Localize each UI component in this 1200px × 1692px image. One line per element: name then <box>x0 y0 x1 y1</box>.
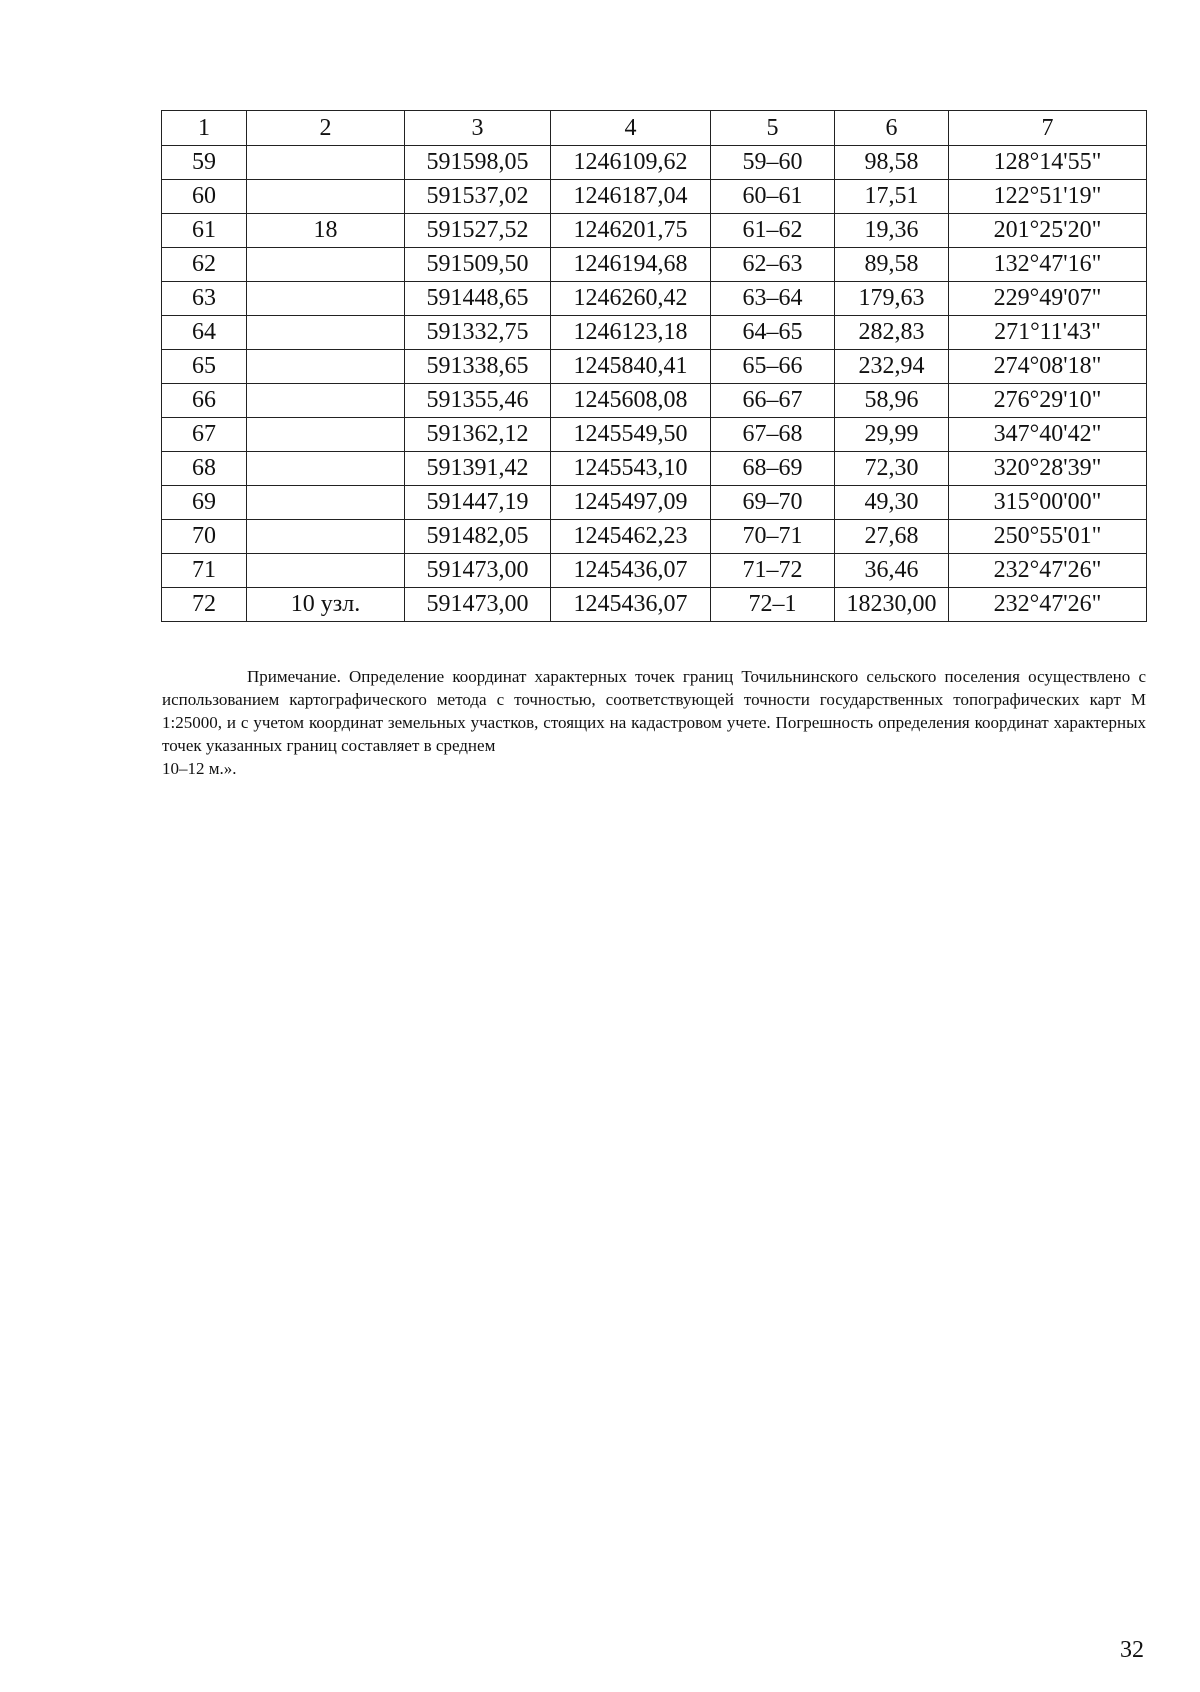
header-cell: 4 <box>551 111 711 146</box>
table-cell: 69 <box>162 486 247 520</box>
table-cell: 1246123,18 <box>551 316 711 350</box>
table-cell: 64–65 <box>711 316 835 350</box>
table-cell: 66 <box>162 384 247 418</box>
table-cell: 61 <box>162 214 247 248</box>
header-cell: 6 <box>835 111 949 146</box>
table-cell: 122°51'19" <box>949 180 1147 214</box>
table-row <box>162 520 1147 554</box>
table-cell: 1245436,07 <box>551 588 711 622</box>
table-cell: 60 <box>162 180 247 214</box>
table-cell: 68–69 <box>711 452 835 486</box>
table-cell: 276°29'10" <box>949 384 1147 418</box>
table-cell: 271°11'43" <box>949 316 1147 350</box>
table-cell: 70 <box>162 520 247 554</box>
header-cell: 5 <box>711 111 835 146</box>
table-cell: 1246194,68 <box>551 248 711 282</box>
table-row <box>162 384 1147 418</box>
table-cell: 591448,65 <box>405 282 551 316</box>
table-cell: 1245436,07 <box>551 554 711 588</box>
table-cell: 72–1 <box>711 588 835 622</box>
table-cell: 18 <box>247 214 405 248</box>
header-cell: 1 <box>162 111 247 146</box>
table-cell: 72,30 <box>835 452 949 486</box>
table-row <box>162 350 1147 384</box>
table-cell: 232,94 <box>835 350 949 384</box>
table-cell: 36,46 <box>835 554 949 588</box>
table-cell: 1245543,10 <box>551 452 711 486</box>
table-cell: 1246260,42 <box>551 282 711 316</box>
table-cell: 591509,50 <box>405 248 551 282</box>
table-row <box>162 316 1147 350</box>
table-cell: 62–63 <box>711 248 835 282</box>
table-cell <box>247 146 405 180</box>
table-cell: 591391,42 <box>405 452 551 486</box>
table-cell <box>247 384 405 418</box>
table-cell: 10 узл. <box>247 588 405 622</box>
table-cell: 59 <box>162 146 247 180</box>
table-row <box>162 452 1147 486</box>
table-row <box>162 214 1147 248</box>
table-cell: 72 <box>162 588 247 622</box>
table-cell: 18230,00 <box>835 588 949 622</box>
table-cell: 591527,52 <box>405 214 551 248</box>
table-cell: 591473,00 <box>405 588 551 622</box>
table-row <box>162 588 1147 622</box>
table-cell: 232°47'26" <box>949 554 1147 588</box>
table-cell: 201°25'20" <box>949 214 1147 248</box>
table-cell <box>247 554 405 588</box>
table-cell: 62 <box>162 248 247 282</box>
table-cell: 591482,05 <box>405 520 551 554</box>
table-row <box>162 486 1147 520</box>
table-cell: 69–70 <box>711 486 835 520</box>
table-row <box>162 282 1147 316</box>
header-cell: 3 <box>405 111 551 146</box>
table-body <box>162 111 1147 622</box>
table-row <box>162 180 1147 214</box>
table-cell: 1245462,23 <box>551 520 711 554</box>
table-row <box>162 418 1147 452</box>
table-cell: 591332,75 <box>405 316 551 350</box>
header-cell: 7 <box>949 111 1147 146</box>
table-cell: 591362,12 <box>405 418 551 452</box>
table-row <box>162 248 1147 282</box>
table-cell: 63 <box>162 282 247 316</box>
table-cell: 63–64 <box>711 282 835 316</box>
table-cell: 68 <box>162 452 247 486</box>
table-note-end: 10–12 м.». <box>162 759 237 778</box>
table-cell: 591355,46 <box>405 384 551 418</box>
table-cell: 27,68 <box>835 520 949 554</box>
table-cell: 1245549,50 <box>551 418 711 452</box>
table-cell: 70–71 <box>711 520 835 554</box>
table-cell: 29,99 <box>835 418 949 452</box>
table-cell: 67–68 <box>711 418 835 452</box>
table-note: Примечание. Определение координат характерных точек границ Точильнинского сельского поселения осуществлено с использованием картографического метода с точностью, соответствующей точности государственных топографических карт М 1:25000, и с учетом координат земельных участков, стоящих на кадастровом учете. Погрешность определения координат характерных точек указанных границ составляет в среднем <box>162 667 1146 755</box>
table-cell: 128°14'55" <box>949 146 1147 180</box>
table-cell: 320°28'39" <box>949 452 1147 486</box>
header-cell: 2 <box>247 111 405 146</box>
table-cell: 71–72 <box>711 554 835 588</box>
table-cell <box>247 452 405 486</box>
table-cell: 250°55'01" <box>949 520 1147 554</box>
table-cell <box>247 180 405 214</box>
table-cell: 89,58 <box>835 248 949 282</box>
table-cell: 274°08'18" <box>949 350 1147 384</box>
table-cell: 65–66 <box>711 350 835 384</box>
table-cell: 591473,00 <box>405 554 551 588</box>
table-cell: 1246201,75 <box>551 214 711 248</box>
table-cell: 229°49'07" <box>949 282 1147 316</box>
table-cell: 1246109,62 <box>551 146 711 180</box>
page-number: 32 <box>1120 1637 1144 1663</box>
table-cell: 232°47'26" <box>949 588 1147 622</box>
table-row <box>162 146 1147 180</box>
table-cell: 132°47'16" <box>949 248 1147 282</box>
table-cell: 59–60 <box>711 146 835 180</box>
table-cell: 1245840,41 <box>551 350 711 384</box>
table-cell: 591598,05 <box>405 146 551 180</box>
table-cell: 66–67 <box>711 384 835 418</box>
table-cell: 98,58 <box>835 146 949 180</box>
table-cell: 347°40'42" <box>949 418 1147 452</box>
table-cell: 315°00'00" <box>949 486 1147 520</box>
table-cell: 282,83 <box>835 316 949 350</box>
table-row <box>162 554 1147 588</box>
coordinates-table <box>161 110 1147 622</box>
table-cell: 64 <box>162 316 247 350</box>
table-cell: 71 <box>162 554 247 588</box>
table-cell: 179,63 <box>835 282 949 316</box>
table-cell <box>247 248 405 282</box>
table-cell: 1246187,04 <box>551 180 711 214</box>
table-cell <box>247 282 405 316</box>
table-cell: 1245608,08 <box>551 384 711 418</box>
table-cell <box>247 486 405 520</box>
table-cell: 65 <box>162 350 247 384</box>
table-cell: 591537,02 <box>405 180 551 214</box>
table-cell: 49,30 <box>835 486 949 520</box>
table-cell: 591338,65 <box>405 350 551 384</box>
table-cell: 58,96 <box>835 384 949 418</box>
table-cell: 67 <box>162 418 247 452</box>
table-cell: 61–62 <box>711 214 835 248</box>
table-header-row <box>162 111 1147 146</box>
table-cell: 19,36 <box>835 214 949 248</box>
table-cell <box>247 316 405 350</box>
table-cell <box>247 350 405 384</box>
table-cell: 591447,19 <box>405 486 551 520</box>
table-cell: 60–61 <box>711 180 835 214</box>
table-cell: 1245497,09 <box>551 486 711 520</box>
table-cell <box>247 418 405 452</box>
table-cell: 17,51 <box>835 180 949 214</box>
table-cell <box>247 520 405 554</box>
